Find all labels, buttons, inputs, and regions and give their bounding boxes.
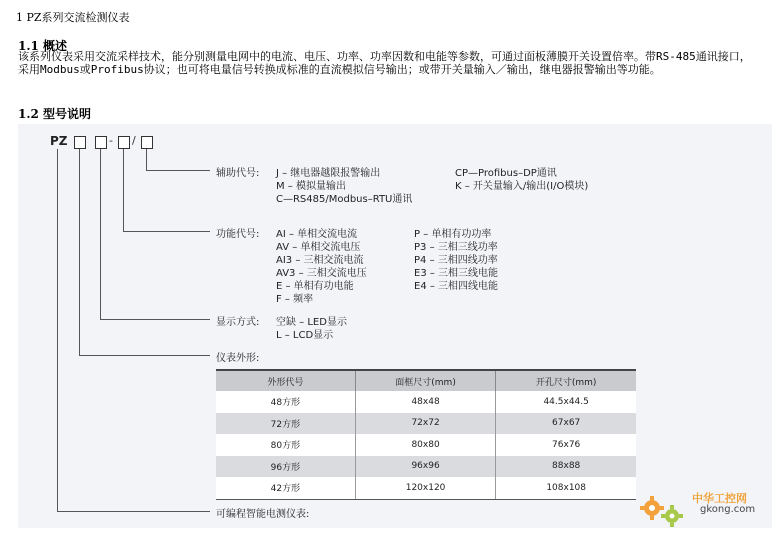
table-cell: 72方形 [216,413,355,435]
table-row [216,477,636,499]
prefix-leader-h [57,511,210,512]
model-prefix: PZ [50,134,68,148]
code-dash: - [109,134,113,147]
shape-leader-v [79,149,80,355]
table-row [216,434,636,456]
section-heading-overview: 1.1 概述 [18,39,68,53]
aux-leader-v [146,149,147,170]
shape-code-box [74,136,86,149]
gear-icon [640,496,664,520]
table-cell: 108x108 [496,477,636,499]
col-header: 开孔尺寸(mm) [496,370,636,391]
func-item: AI3 – 三相交流电流 [276,255,364,266]
aux-leader-h [146,170,210,171]
gear-icon [661,505,683,527]
watermark-url: gkong.com [700,504,756,515]
table-cell: 67x67 [496,413,636,435]
func-item: AI – 单相交流电流 [276,229,358,240]
table-header-row [216,370,636,391]
table-cell: 80x80 [355,434,496,456]
table-row [216,413,636,435]
col-header: 面框尺寸(mm) [355,370,496,391]
display-item: L – LCD显示 [276,330,334,341]
col-header: 外形代号 [216,370,355,391]
table-cell: 48x48 [355,391,496,413]
func-leader-v [123,149,124,231]
table-cell: 42方形 [216,477,355,499]
func-item: P4 – 三相四线功率 [414,255,498,266]
table-cell: 96方形 [216,456,355,478]
aux-item: C—RS485/Modbus–RTU通讯 [276,194,413,205]
document-title: 1 PZ系列交流检测仪表 [16,11,130,24]
table-cell: 80方形 [216,434,355,456]
prefix-leader-v [57,149,58,511]
aux-item: M – 模拟量输出 [276,181,346,192]
aux-item: J – 继电器越限报警输出 [276,168,381,179]
table-row [216,456,636,478]
display-code-box [95,136,107,149]
func-item: P – 单相有功功率 [414,229,492,240]
section-heading-model: 1.2 型号说明 [18,107,92,121]
aux-code-box [141,136,153,149]
func-item: E – 单相有功电能 [276,281,354,292]
shape-spec-table [216,369,636,500]
func-item: F – 频率 [276,294,314,305]
code-slash: / [132,134,136,147]
table-cell: 96x96 [355,456,496,478]
func-item: E4 – 三相四线电能 [414,281,499,292]
func-item: AV3 – 三相交流电压 [276,268,367,279]
table-cell: 44.5x44.5 [496,391,636,413]
func-item: E3 – 三相三线电能 [414,268,499,279]
table-cell: 72x72 [355,413,496,435]
table-cell: 76x76 [496,434,636,456]
table-cell: 88x88 [496,456,636,478]
function-code-box [118,136,130,149]
watermark-title: 中华工控网 [692,492,747,505]
display-leader-h [100,319,210,320]
shape-label: 仪表外形: [216,353,260,364]
func-item: P3 – 三相三线功率 [414,242,498,253]
aux-item: K – 开关量输入/输出(I/O模块) [455,181,589,192]
table-cell: 48方形 [216,391,355,413]
aux-label: 辅助代号: [216,168,260,179]
display-leader-v [100,149,101,319]
func-label: 功能代号: [216,229,260,240]
product-label: 可编程智能电测仪表: [216,509,310,520]
aux-item: CP—Profibus–DP通讯 [455,168,557,179]
display-label: 显示方式: [216,317,260,328]
overview-paragraph: 该系列仪表采用交流采样技术，能分别测量电网中的电流、电压、功率、功率因数和电能等参数，可通过面板薄膜开关设置倍率。带RS-485通讯接口，采用Modbus或Profibus协议；也可将电量信号转换成标准的直流模拟信号输出；或带开关量输入／输出，继电器报警输出等功能。 [18,50,751,76]
table-cell: 120x120 [355,477,496,499]
display-item: 空缺 – LED显示 [276,317,347,328]
func-leader-h [123,231,210,232]
func-item: AV – 单相交流电压 [276,242,361,253]
table-row [216,391,636,413]
shape-leader-h [79,355,210,356]
